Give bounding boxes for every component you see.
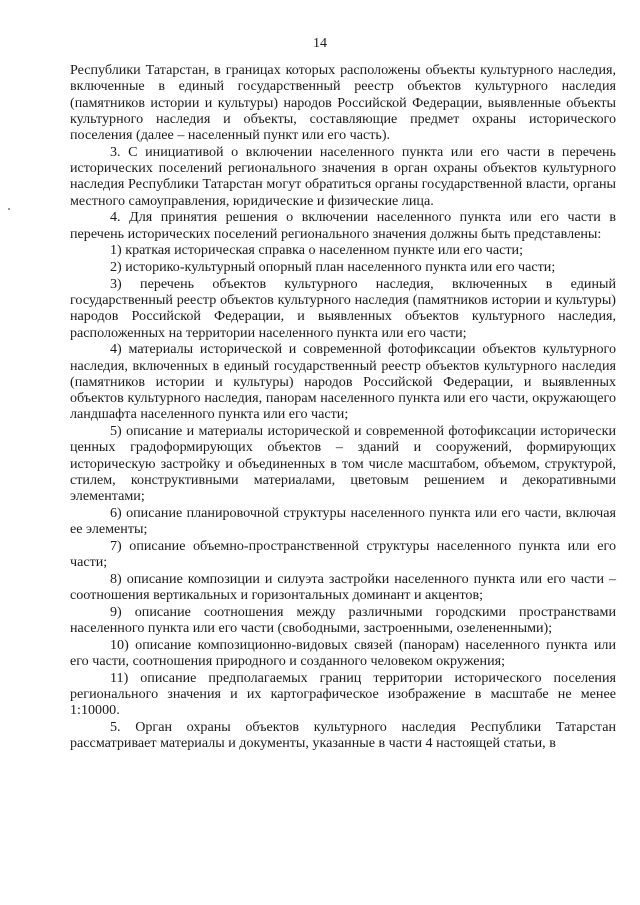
paragraph: 4. Для принятия решения о включении населенного пункта или его части в перечень исторических поселений регионального значения должны быть представлены: [70, 209, 616, 242]
paragraph: 1) краткая историческая справка о населенном пункте или его части; [110, 242, 524, 259]
paragraph: 8) описание композиции и силуэта застройки населенного пункта или его части – соотношения вертикальных и горизонтальных доминант и акцентов; [70, 570, 616, 603]
page-number: 14 [313, 36, 327, 51]
paragraph: 7) описание объемно-пространственной структуры населенного пункта или его части; [70, 537, 616, 570]
paragraph: 5. Орган охраны объектов культурного наследия Республики Татарстан рассматривает материалы и документы, указанные в части 4 настоящей статьи, в [70, 719, 616, 752]
margin-mark [8, 208, 10, 210]
paragraph: Республики Татарстан, в границах которых расположены объекты культурного наследия, включенные в единый государственный реестр объектов культурного наследия (памятников истории и культуры) народов Российской Федерации, выявленные объекты культурного наследия и объекты, составляющие предмет охраны исторического поселения (далее – населенный пункт или его часть). [70, 62, 616, 143]
paragraph: 4) материалы исторической и современной фотофиксации объектов культурного наследия, включенных в единый государственный реестр объектов культурного наследия (памятников истории и культуры) народов Российской Федерации, и выявленных объектов культурного наследия, панорам населенного пункта или его части, окружающего ландшафта населенного пункта или его части; [70, 341, 616, 423]
paragraph: 3) перечень объектов культурного наследия, включенных в единый государственный реестр объектов культурного наследия (памятников истории и культуры) народов Российской Федерации, и выявленных объектов культурного наследия, расположенных на территории населенного пункта или его части; [70, 275, 616, 341]
document-body [70, 62, 616, 752]
paragraph: 11) описание предполагаемых границ территории исторического поселения регионального значения и их картографическое изображение в масштабе не менее 1:10000. [70, 669, 616, 719]
paragraph: 9) описание соотношения между различными городскими пространствами населенного пункта или его части (свободными, застроенными, озелененными); [70, 603, 616, 636]
paragraph: 3. С инициативой о включении населенного пункта или его части в перечень исторических поселений регионального значения в орган охраны объектов культурного наследия Республики Татарстан могут обратиться органы государственной власти, органы местного самоуправления, юридические и физические лица. [70, 143, 616, 209]
paragraph: 5) описание и материалы исторической и современной фотофиксации исторически ценных градоформирующих объектов – зданий и сооружений, формирующих историческую застройку и объединенных в том числе масштабом, объемом, структурой, стилем, конструктивными материалами, цветовым решением и декоративными элементами; [70, 423, 616, 504]
paragraph: 2) историко-культурный опорный план населенного пункта или его части; [110, 259, 556, 275]
paragraph: 10) описание композиционно-видовых связей (панорам) населенного пункта или его части, соотношения природного и созданного человеком окружения; [70, 636, 616, 669]
paragraph: 6) описание планировочной структуры населенного пункта или его части, включая ее элементы; [70, 504, 616, 537]
